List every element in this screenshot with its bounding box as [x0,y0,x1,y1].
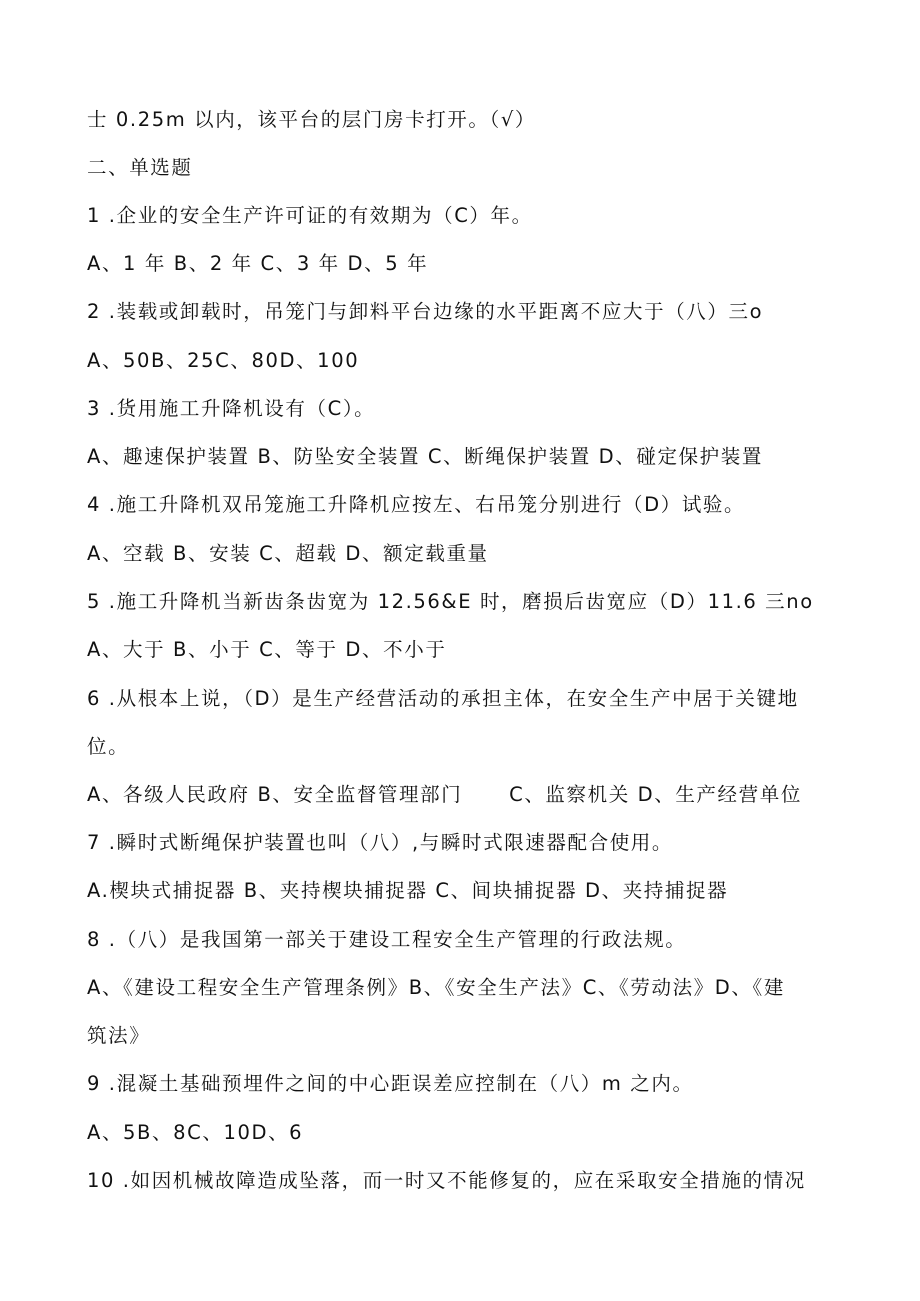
question-1-options: A、1 年 B、2 年 C、3 年 D、5 年 [87,252,429,275]
question-4-options: A、空载 B、安装 C、超载 D、额定载重量 [87,542,489,565]
question-1: 1 .企业的安全生产许可证的有效期为（C）年。 [87,204,533,227]
question-10: 10 .如因机械故障造成坠落，而一时又不能修复的，应在采取安全措施的情况 [87,1169,806,1192]
question-5: 5 .施工升降机当新齿条齿宽为 12.56&E 时，磨损后齿宽应（D）11.6 三no [87,590,814,613]
question-3: 3 .货用施工升降机设有（C）。 [87,397,376,420]
question-2-options: A、50B、25C、80D、100 [87,349,360,372]
question-9: 9 .混凝土基础预埋件之间的中心距误差应控制在（八）m 之内。 [87,1072,694,1095]
question-4: 4 .施工升降机双吊笼施工升降机应按左、右吊笼分别进行（D）试验。 [87,493,746,516]
question-7: 7 .瞬时式断绳保护装置也叫（八）,与瞬时式限速器配合使用。 [87,831,674,854]
question-6-continuation: 位。 [87,735,130,758]
question-8-options-continuation: 筑法》 [87,1024,151,1047]
question-7-options: A.楔块式捕捉器 B、夹持楔块捕捉器 C、间块捕捉器 D、夹持捕捉器 [87,879,729,902]
question-2: 2 .装载或卸载时，吊笼门与卸料平台边缘的水平距离不应大于（八）三o [87,300,764,323]
question-8: 8 .（八）是我国第一部关于建设工程安全生产管理的行政法规。 [87,928,687,951]
text-line-continuation: 士 0.25m 以内，该平台的层门房卡打开。（√） [87,108,536,131]
question-9-options: A、5B、8C、10D、6 [87,1121,304,1144]
question-6: 6 .从根本上说，（D）是生产经营活动的承担主体，在安全生产中居于关键地 [87,687,799,710]
question-5-options: A、大于 B、小于 C、等于 D、不小于 [87,638,447,661]
section-heading-single-choice: 二、单选题 [87,156,193,179]
question-6-options: A、各级人民政府 B、安全监督管理部门 C、监察机关 D、生产经营单位 [87,783,802,806]
question-8-options: A、《建设工程安全生产管理条例》B、《安全生产法》C、《劳动法》D、《建 [87,976,785,999]
question-3-options: A、趣速保护装置 B、防坠安全装置 C、断绳保护装置 D、碰定保护装置 [87,445,763,468]
